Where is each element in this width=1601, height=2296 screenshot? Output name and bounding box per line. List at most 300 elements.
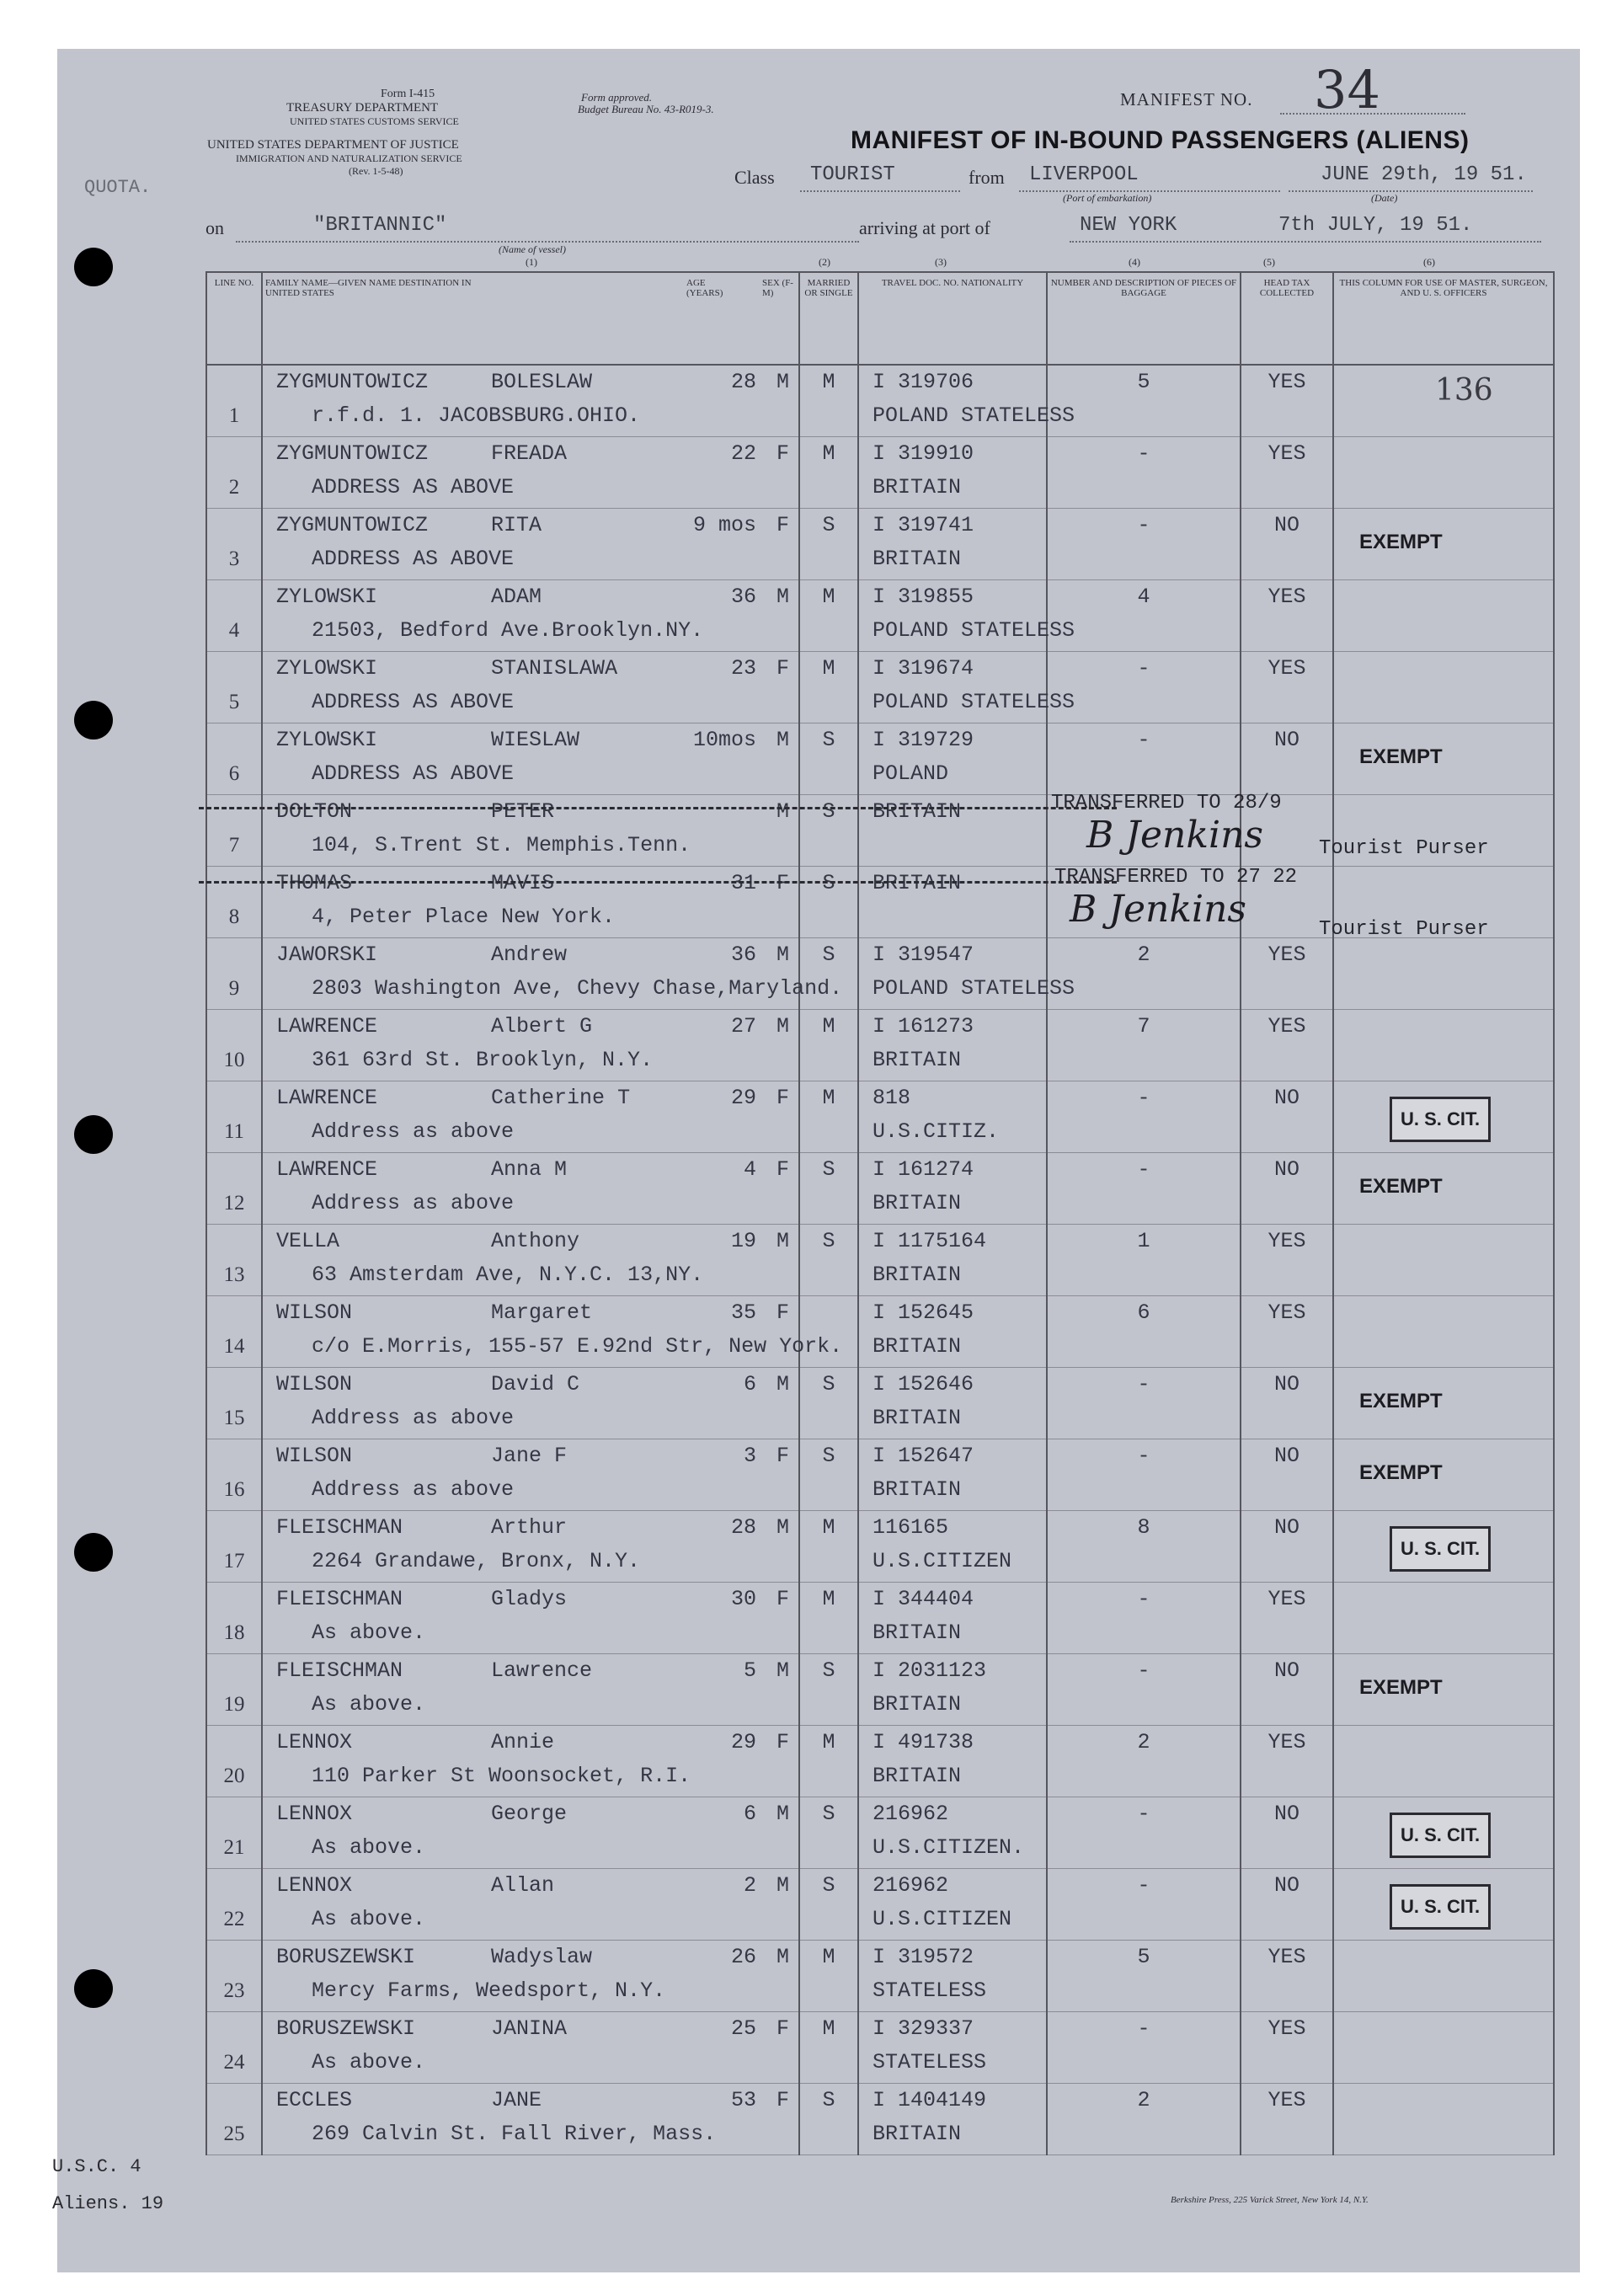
travel-doc-no: I 319572 bbox=[873, 1945, 974, 1969]
marital-status: M bbox=[799, 652, 858, 724]
marital-status: M bbox=[799, 1511, 858, 1583]
passenger-cell bbox=[262, 1153, 799, 1225]
travel-doc-cell bbox=[858, 1010, 1047, 1081]
table-row bbox=[206, 1439, 1554, 1511]
form-number: Form I-415 bbox=[381, 88, 435, 100]
passenger-name: ECCLES JANE bbox=[276, 2088, 542, 2112]
travel-doc-cell bbox=[858, 1511, 1047, 1583]
passenger-name: BORUSZEWSKI JANINA bbox=[276, 2016, 568, 2041]
nationality: BRITAIN bbox=[873, 475, 962, 499]
officer-cell bbox=[1333, 1654, 1554, 1726]
passenger-sex: M bbox=[776, 1873, 790, 1898]
passenger-age: 10mos bbox=[692, 728, 756, 752]
nationality: POLAND STATELESS bbox=[873, 403, 1075, 428]
travel-doc-cell bbox=[858, 724, 1047, 795]
passenger-cell bbox=[262, 2012, 799, 2084]
us-citizen-stamp: U. S. CIT. bbox=[1390, 1526, 1491, 1572]
class-label: Class bbox=[734, 167, 775, 188]
travel-doc-cell bbox=[858, 1654, 1047, 1726]
destination: Address as above bbox=[312, 1119, 515, 1144]
marital-status: S bbox=[799, 1225, 858, 1296]
destination: Address as above bbox=[312, 1191, 515, 1215]
travel-doc-no: 216962 bbox=[873, 1873, 949, 1898]
passenger-sex: M bbox=[776, 1515, 790, 1540]
us-citizen-stamp: U. S. CIT. bbox=[1390, 1884, 1491, 1930]
from-note: (Port of embarkation) bbox=[1063, 192, 1152, 204]
destination: c/o E.Morris, 155-57 E.92nd Str, New York. bbox=[312, 1334, 843, 1359]
col-officers: THIS COLUMN FOR USE OF MASTER, SURGEON, AND U. S. OFFICERS bbox=[1333, 272, 1554, 365]
officer-cell bbox=[1333, 938, 1554, 1010]
destination: 2803 Washington Ave, Chevy Chase,Maryland. bbox=[312, 976, 843, 1001]
destination: As above. bbox=[312, 1692, 426, 1717]
destination: As above. bbox=[312, 1621, 426, 1645]
col-number-6: (6) bbox=[1423, 256, 1435, 268]
nationality: BRITAIN bbox=[873, 1263, 962, 1287]
head-tax: NO bbox=[1241, 1153, 1333, 1225]
travel-doc-cell bbox=[858, 509, 1047, 580]
head-tax: NO bbox=[1241, 1511, 1333, 1583]
passenger-sex: F bbox=[776, 871, 790, 895]
passenger-cell bbox=[262, 867, 799, 938]
line-number: 25 bbox=[206, 2084, 262, 2155]
officer-cell bbox=[1333, 437, 1554, 509]
col-baggage: NUMBER AND DESCRIPTION OF PIECES OF BAGGAGE bbox=[1047, 272, 1241, 365]
line-number: 7 bbox=[206, 795, 262, 867]
officer-cell bbox=[1333, 1081, 1554, 1153]
binder-hole bbox=[74, 1533, 113, 1572]
passenger-age: 9 mos bbox=[692, 513, 756, 537]
line-number: 16 bbox=[206, 1439, 262, 1511]
passenger-cell bbox=[262, 1654, 799, 1726]
passenger-cell bbox=[262, 1726, 799, 1797]
line-number: 12 bbox=[206, 1153, 262, 1225]
purser-signature: B Jenkins bbox=[1070, 888, 1246, 931]
binder-hole bbox=[74, 701, 113, 740]
passenger-age: 25 bbox=[730, 2016, 756, 2041]
baggage-count: - bbox=[1047, 437, 1241, 509]
passenger-name: ZYGMUNTOWICZ FREADA bbox=[276, 441, 568, 466]
destination: 21503, Bedford Ave.Brooklyn.NY. bbox=[312, 618, 704, 643]
on-label: on bbox=[205, 217, 224, 238]
table-row bbox=[206, 1583, 1554, 1654]
line-number: 8 bbox=[206, 867, 262, 938]
travel-doc-cell bbox=[858, 1296, 1047, 1368]
destination: As above. bbox=[312, 1835, 426, 1860]
transfer-note-2: TRANSFERRED TO 27 22 bbox=[1054, 866, 1298, 889]
passenger-sex: F bbox=[776, 2088, 790, 2112]
nationality: POLAND STATELESS bbox=[873, 618, 1075, 643]
passenger-sex: M bbox=[776, 1372, 790, 1396]
travel-doc-no: 818 bbox=[873, 1086, 911, 1110]
marital-status: M bbox=[799, 1081, 858, 1153]
line-number: 13 bbox=[206, 1225, 262, 1296]
line-number: 11 bbox=[206, 1081, 262, 1153]
marital-status: M bbox=[799, 1941, 858, 2012]
table-row bbox=[206, 1726, 1554, 1797]
marital-status: S bbox=[799, 1654, 858, 1726]
table-row bbox=[206, 1153, 1554, 1225]
travel-doc-no: I 319674 bbox=[873, 656, 974, 681]
travel-doc-cell bbox=[858, 437, 1047, 509]
passenger-cell bbox=[262, 509, 799, 580]
nationality: U.S.CITIZ. bbox=[873, 1119, 1000, 1144]
passenger-sex: M bbox=[776, 1014, 790, 1039]
table-row bbox=[206, 2012, 1554, 2084]
line-number: 17 bbox=[206, 1511, 262, 1583]
page-title: MANIFEST OF IN-BOUND PASSENGERS (ALIENS) bbox=[851, 126, 1470, 154]
officer-cell bbox=[1333, 1439, 1554, 1511]
travel-doc-no: I 1404149 bbox=[873, 2088, 987, 2112]
destination: 63 Amsterdam Ave, N.Y.C. 13,NY. bbox=[312, 1263, 704, 1287]
table-row bbox=[206, 437, 1554, 509]
col-head-tax: HEAD TAX COLLECTED bbox=[1241, 272, 1333, 365]
passenger-name: LENNOX George bbox=[276, 1802, 568, 1826]
nationality: BRITAIN bbox=[873, 1406, 962, 1430]
manifest-no-label: MANIFEST NO. bbox=[1120, 89, 1253, 109]
table-row bbox=[206, 938, 1554, 1010]
nationality: U.S.CITIZEN. bbox=[873, 1835, 1025, 1860]
officer-cell bbox=[1333, 652, 1554, 724]
destination: 4, Peter Place New York. bbox=[312, 905, 616, 929]
line-number: 23 bbox=[206, 1941, 262, 2012]
baggage-count: - bbox=[1047, 1153, 1241, 1225]
passenger-sex: M bbox=[776, 370, 790, 394]
passenger-cell bbox=[262, 1869, 799, 1941]
baggage-count: 7 bbox=[1047, 1010, 1241, 1081]
nationality: BRITAIN bbox=[873, 1477, 962, 1502]
head-tax: YES bbox=[1241, 1726, 1333, 1797]
form-approved: Form approved. bbox=[581, 91, 653, 104]
from-label: from bbox=[969, 167, 1005, 188]
head-tax: NO bbox=[1241, 509, 1333, 580]
col-number-3: (3) bbox=[935, 256, 947, 268]
baggage-count: - bbox=[1047, 2012, 1241, 2084]
nationality: BRITAIN bbox=[873, 2122, 962, 2146]
nationality: BRITAIN bbox=[873, 799, 962, 824]
travel-doc-cell bbox=[858, 1081, 1047, 1153]
passenger-name: ZYLOWSKI ADAM bbox=[276, 585, 542, 609]
travel-doc-no: 116165 bbox=[873, 1515, 949, 1540]
passenger-age: 4 bbox=[743, 1157, 756, 1182]
marital-status: S bbox=[799, 2084, 858, 2155]
officer-cell bbox=[1333, 580, 1554, 652]
head-tax: YES bbox=[1241, 1583, 1333, 1654]
head-tax: YES bbox=[1241, 365, 1333, 437]
exempt-stamp: EXEMPT bbox=[1359, 531, 1443, 553]
exempt-stamp: EXEMPT bbox=[1359, 1175, 1443, 1198]
table-row bbox=[206, 652, 1554, 724]
officer-cell bbox=[1333, 2084, 1554, 2155]
passenger-name: JAWORSKI Andrew bbox=[276, 942, 568, 967]
passenger-name: WILSON David C bbox=[276, 1372, 580, 1396]
manifest-table bbox=[205, 271, 1555, 2155]
travel-doc-cell bbox=[858, 1726, 1047, 1797]
class-value: TOURIST bbox=[810, 163, 895, 186]
travel-doc-cell bbox=[858, 1941, 1047, 2012]
destination: 361 63rd St. Brooklyn, N.Y. bbox=[312, 1048, 654, 1072]
passenger-name: LENNOX Annie bbox=[276, 1730, 555, 1754]
passenger-sex: F bbox=[776, 1444, 790, 1468]
passenger-age: 27 bbox=[730, 1014, 756, 1039]
nationality: BRITAIN bbox=[873, 1692, 962, 1717]
marital-status: M bbox=[799, 1726, 858, 1797]
line-number: 24 bbox=[206, 2012, 262, 2084]
travel-doc-no: I 319706 bbox=[873, 370, 974, 394]
nationality: BRITAIN bbox=[873, 1048, 962, 1072]
vessel-name: "BRITANNIC" bbox=[313, 214, 447, 237]
col-number-4: (4) bbox=[1129, 256, 1140, 268]
passenger-age: 3 bbox=[743, 1444, 756, 1468]
passenger-cell bbox=[262, 580, 799, 652]
destination: 110 Parker St Woonsocket, R.I. bbox=[312, 1764, 691, 1788]
line-number: 4 bbox=[206, 580, 262, 652]
purser-signature: B Jenkins bbox=[1086, 814, 1263, 857]
table-row bbox=[206, 724, 1554, 795]
passenger-name: ZYGMUNTOWICZ BOLESLAW bbox=[276, 370, 593, 394]
officer-cell bbox=[1333, 1296, 1554, 1368]
nationality: BRITAIN bbox=[873, 547, 962, 571]
col-name bbox=[262, 272, 799, 365]
officer-cell bbox=[1333, 1869, 1554, 1941]
col-name-label: FAMILY NAME—GIVEN NAME DESTINATION IN UNITED STATES bbox=[265, 278, 472, 298]
travel-doc-no: I 152646 bbox=[873, 1372, 974, 1396]
travel-doc-cell bbox=[858, 1869, 1047, 1941]
line-number: 21 bbox=[206, 1797, 262, 1869]
head-tax: YES bbox=[1241, 437, 1333, 509]
travel-doc-cell bbox=[858, 2012, 1047, 2084]
baggage-count: 8 bbox=[1047, 1511, 1241, 1583]
vessel-line bbox=[236, 241, 859, 243]
passenger-sex: F bbox=[776, 513, 790, 537]
marital-status: S bbox=[799, 1368, 858, 1439]
nationality: STATELESS bbox=[873, 1978, 987, 2003]
line-number: 6 bbox=[206, 724, 262, 795]
officer-cell bbox=[1333, 1225, 1554, 1296]
line-number: 9 bbox=[206, 938, 262, 1010]
destination: ADDRESS AS ABOVE bbox=[312, 761, 515, 786]
passenger-age: 19 bbox=[730, 1229, 756, 1253]
passenger-name: FLEISCHMAN Arthur bbox=[276, 1515, 568, 1540]
col-age: AGE (YEARS) bbox=[686, 278, 723, 298]
baggage-count: 5 bbox=[1047, 365, 1241, 437]
table-row bbox=[206, 2084, 1554, 2155]
officer-cell bbox=[1333, 2012, 1554, 2084]
head-tax: NO bbox=[1241, 724, 1333, 795]
line-number: 1 bbox=[206, 365, 262, 437]
travel-doc-no: I 152645 bbox=[873, 1300, 974, 1325]
passenger-age: 28 bbox=[730, 1515, 756, 1540]
passenger-cell bbox=[262, 652, 799, 724]
baggage-count: 2 bbox=[1047, 2084, 1241, 2155]
travel-doc-no: I 152647 bbox=[873, 1444, 974, 1468]
head-tax: YES bbox=[1241, 652, 1333, 724]
passenger-age: 36 bbox=[730, 942, 756, 967]
head-tax: YES bbox=[1241, 1225, 1333, 1296]
passenger-name: WILSON Margaret bbox=[276, 1300, 593, 1325]
passenger-age: 30 bbox=[730, 1587, 756, 1611]
officer-cell bbox=[1333, 1511, 1554, 1583]
travel-doc-cell bbox=[858, 580, 1075, 652]
cancel-line bbox=[199, 881, 1117, 884]
head-tax: YES bbox=[1241, 580, 1333, 652]
baggage-count: - bbox=[1047, 1583, 1241, 1654]
purser-label-1: Tourist Purser bbox=[1319, 837, 1489, 860]
passenger-name: LENNOX Allan bbox=[276, 1873, 555, 1898]
passenger-sex: M bbox=[776, 942, 790, 967]
baggage-count: 5 bbox=[1047, 1941, 1241, 2012]
passenger-sex: M bbox=[776, 1945, 790, 1969]
line-number: 2 bbox=[206, 437, 262, 509]
passenger-age: 29 bbox=[730, 1730, 756, 1754]
travel-doc-no: I 329337 bbox=[873, 2016, 974, 2041]
footer-usc: U.S.C. 4 bbox=[52, 2156, 141, 2177]
passenger-cell bbox=[262, 1439, 799, 1511]
passenger-age: 35 bbox=[730, 1300, 756, 1325]
destination: As above. bbox=[312, 1907, 426, 1931]
date-line bbox=[1289, 190, 1533, 192]
marital-status: M bbox=[799, 365, 858, 437]
table-row bbox=[206, 1368, 1554, 1439]
passenger-age: 31 bbox=[730, 871, 756, 895]
marital-status: M bbox=[799, 437, 858, 509]
table-row bbox=[206, 1797, 1554, 1869]
quota-note: QUOTA. bbox=[84, 177, 152, 198]
us-citizen-stamp: U. S. CIT. bbox=[1390, 1097, 1491, 1142]
baggage-count: - bbox=[1047, 509, 1241, 580]
passenger-sex: M bbox=[776, 585, 790, 609]
passenger-name: LAWRENCE Anna M bbox=[276, 1157, 568, 1182]
nationality: STATELESS bbox=[873, 2050, 987, 2074]
passenger-cell bbox=[262, 938, 843, 1010]
officer-note: 136 bbox=[1435, 373, 1493, 408]
passenger-name: BORUSZEWSKI Wadyslaw bbox=[276, 1945, 593, 1969]
baggage-count: 1 bbox=[1047, 1225, 1241, 1296]
nationality: BRITAIN bbox=[873, 1764, 962, 1788]
officer-cell bbox=[1333, 724, 1554, 795]
baggage-count: - bbox=[1047, 1654, 1241, 1726]
marital-status: S bbox=[799, 509, 858, 580]
travel-doc-cell bbox=[858, 365, 1075, 437]
travel-doc-no: I 2031123 bbox=[873, 1658, 987, 1683]
passenger-age: 53 bbox=[730, 2088, 756, 2112]
passenger-cell bbox=[262, 1511, 799, 1583]
nationality: BRITAIN bbox=[873, 1191, 962, 1215]
class-line bbox=[800, 190, 960, 192]
passenger-cell bbox=[262, 1010, 799, 1081]
table-row bbox=[206, 1654, 1554, 1726]
travel-doc-no: I 319910 bbox=[873, 441, 974, 466]
exempt-stamp: EXEMPT bbox=[1359, 1390, 1443, 1412]
head-tax: YES bbox=[1241, 2012, 1333, 2084]
dept-immigration: IMMIGRATION AND NATURALIZATION SERVICE bbox=[236, 152, 462, 164]
baggage-count: - bbox=[1047, 1797, 1241, 1869]
passenger-age: 36 bbox=[730, 585, 756, 609]
table-row bbox=[206, 1081, 1554, 1153]
passenger-cell bbox=[262, 2084, 799, 2155]
exempt-stamp: EXEMPT bbox=[1359, 745, 1443, 768]
passenger-sex: M bbox=[776, 1802, 790, 1826]
marital-status: S bbox=[799, 1439, 858, 1511]
passenger-cell bbox=[262, 1368, 799, 1439]
travel-doc-cell bbox=[858, 938, 1075, 1010]
passenger-name: DOLTON PETER bbox=[276, 799, 555, 824]
head-tax: NO bbox=[1241, 1439, 1333, 1511]
baggage-count: - bbox=[1047, 1368, 1241, 1439]
col-number-5: (5) bbox=[1263, 256, 1275, 268]
passenger-sex: M bbox=[776, 728, 790, 752]
binder-hole bbox=[74, 248, 113, 286]
col-number-2: (2) bbox=[819, 256, 830, 268]
passenger-age: 26 bbox=[730, 1945, 756, 1969]
passenger-age: 29 bbox=[730, 1086, 756, 1110]
travel-doc-cell bbox=[858, 1368, 1047, 1439]
head-tax: NO bbox=[1241, 1654, 1333, 1726]
arriving-port: NEW YORK bbox=[1080, 214, 1177, 237]
vessel-col-number: (1) bbox=[526, 256, 537, 268]
officer-cell bbox=[1333, 1583, 1554, 1654]
table-row bbox=[206, 580, 1554, 652]
travel-doc-cell bbox=[858, 2084, 1047, 2155]
table-row bbox=[206, 509, 1554, 580]
officer-cell bbox=[1333, 1010, 1554, 1081]
table-row bbox=[206, 1010, 1554, 1081]
date-value: JUNE 29th, 19 51. bbox=[1321, 163, 1527, 186]
line-number: 19 bbox=[206, 1654, 262, 1726]
travel-doc-cell bbox=[858, 867, 1047, 938]
line-number: 14 bbox=[206, 1296, 262, 1368]
destination: 104, S.Trent St. Memphis.Tenn. bbox=[312, 833, 691, 857]
line-number: 5 bbox=[206, 652, 262, 724]
travel-doc-cell bbox=[858, 652, 1075, 724]
baggage-count: - bbox=[1047, 652, 1241, 724]
binder-hole bbox=[74, 1969, 113, 2008]
officer-cell bbox=[1333, 1941, 1554, 2012]
passenger-name: LAWRENCE Albert G bbox=[276, 1014, 593, 1039]
baggage-count: - bbox=[1047, 1869, 1241, 1941]
passenger-sex: M bbox=[776, 799, 790, 824]
line-number: 22 bbox=[206, 1869, 262, 1941]
budget-bureau: Budget Bureau No. 43-R019-3. bbox=[578, 103, 714, 115]
travel-doc-cell bbox=[858, 1439, 1047, 1511]
passenger-name: WILSON Jane F bbox=[276, 1444, 568, 1468]
passenger-sex: F bbox=[776, 656, 790, 681]
marital-status: S bbox=[799, 867, 858, 938]
travel-doc-cell bbox=[858, 795, 1047, 867]
line-number: 18 bbox=[206, 1583, 262, 1654]
travel-doc-cell bbox=[858, 1225, 1047, 1296]
form-revision: (Rev. 1-5-48) bbox=[349, 165, 403, 177]
nationality: BRITAIN bbox=[873, 1334, 962, 1359]
baggage-count: - bbox=[1047, 724, 1241, 795]
passenger-age: 6 bbox=[743, 1372, 756, 1396]
col-sex: SEX (F-M) bbox=[762, 278, 793, 298]
passenger-age bbox=[706, 795, 756, 829]
arrival-date: 7th JULY, 19 51. bbox=[1278, 214, 1473, 237]
dept-customs: UNITED STATES CUSTOMS SERVICE bbox=[290, 115, 459, 127]
passenger-name: FLEISCHMAN Lawrence bbox=[276, 1658, 593, 1683]
passenger-cell bbox=[262, 1797, 799, 1869]
passenger-sex: M bbox=[776, 1229, 790, 1253]
travel-doc-cell bbox=[858, 1583, 1047, 1654]
passenger-sex: F bbox=[776, 1157, 790, 1182]
baggage-count: 2 bbox=[1047, 938, 1241, 1010]
head-tax: YES bbox=[1241, 938, 1333, 1010]
head-tax: YES bbox=[1241, 1010, 1333, 1081]
passenger-age: 23 bbox=[730, 656, 756, 681]
passenger-age: 6 bbox=[743, 1802, 756, 1826]
passenger-name: FLEISCHMAN Gladys bbox=[276, 1587, 568, 1611]
passenger-cell bbox=[262, 365, 799, 437]
